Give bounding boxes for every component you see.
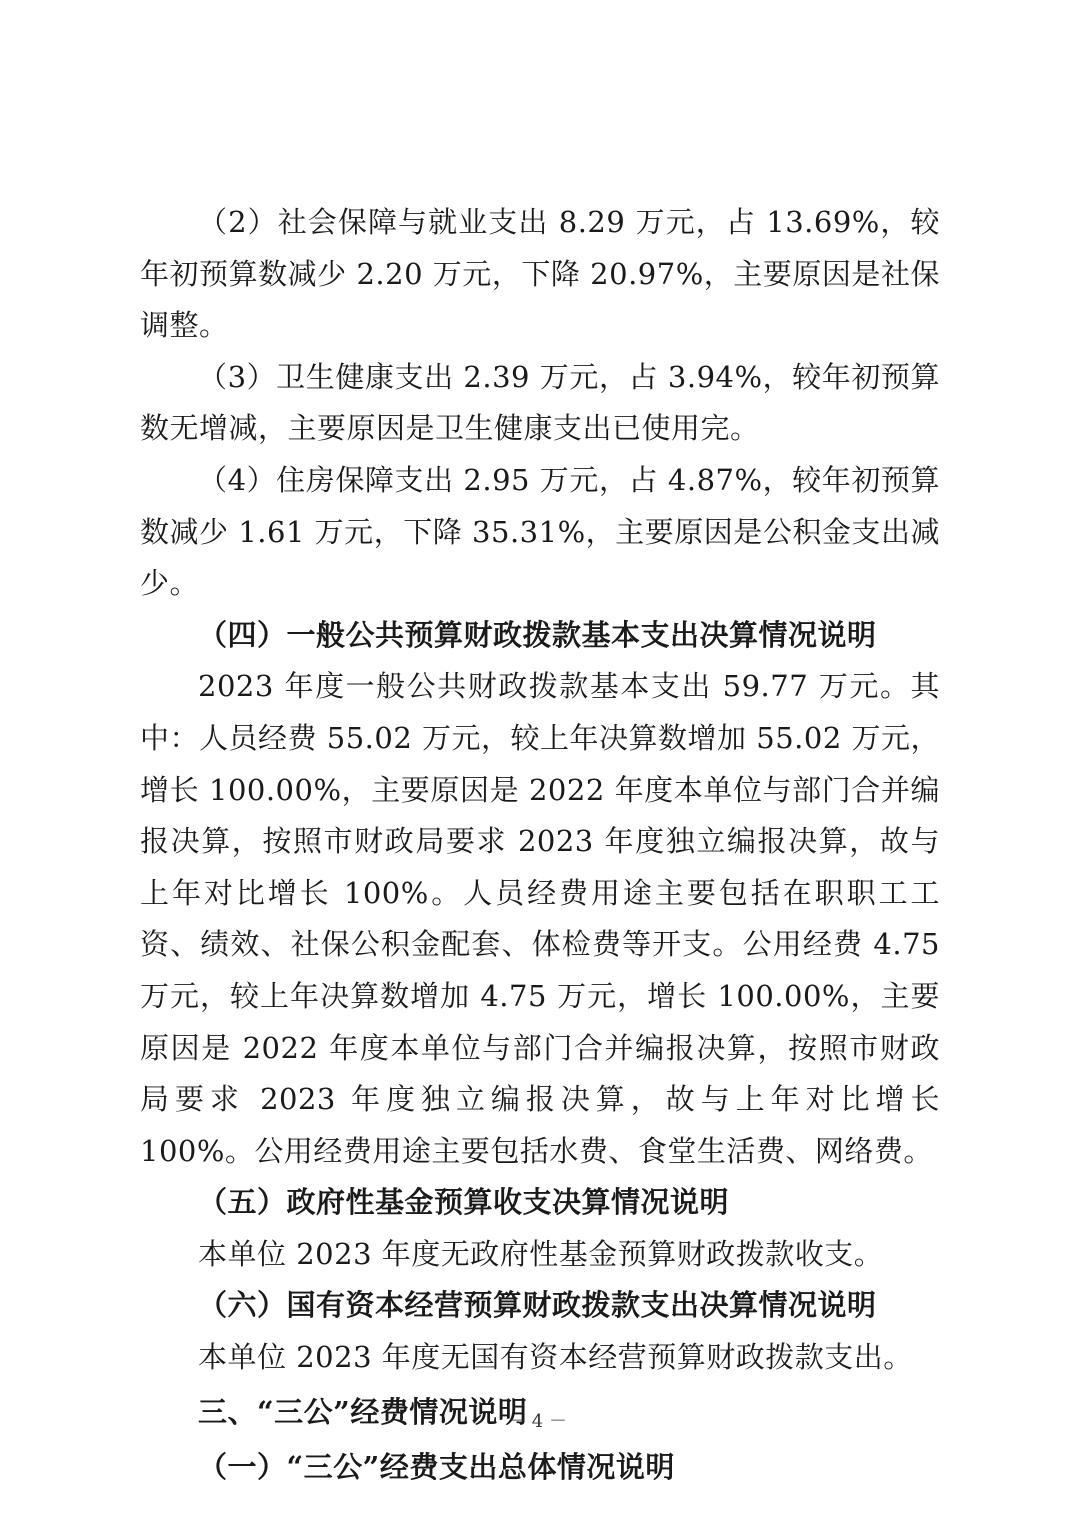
paragraph-health: （3）卫生健康支出 2.39 万元，占 3.94%，较年初预算数无增减，主要原因是卫生健康支出已使用完。 xyxy=(140,359,940,446)
paragraph-state-capital: 本单位 2023 年度无国有资本经营预算财政拨款支出。 xyxy=(198,1340,913,1375)
heading-state-capital: （六）国有资本经营预算财政拨款支出决算情况说明 xyxy=(198,1288,877,1323)
heading-three-public-expenses: 三、“三公”经费情况说明 xyxy=(198,1394,528,1429)
document-body xyxy=(140,197,940,1494)
paragraph-housing: （4）住房保障支出 2.95 万元，占 4.87%，较年初预算数减少 1.61 万元，下降 35.31%，主要原因是公积金支出减少。 xyxy=(140,462,940,601)
paragraph-government-fund: 本单位 2023 年度无政府性基金预算财政拨款收支。 xyxy=(198,1236,884,1271)
paragraph-basic-expenditure: 2023 年度一般公共财政拨款基本支出 59.77 万元。其中：人员经费 55.02 万元，较上年决算数增加 55.02 万元，增长 100.00%，主要原因是 2022 年度本单位与部门合并编报决算，按照市财政局要求 2023 年度独立编报决算，故与上年对比增长 100%。人员经费用途主要包括在职职工工资、绩效、社保公积金配套、体检费等开支。公用经费 4.75 万元，较上年决算数增加 4.75 万元，增长 100.00%，主要原因是 2022 年度本单位与部门合并编报决算，按照市财政局要求 2023 年度独立编报决算，故与上年对比增长 100%。公用经费用途主要包括水费、食堂生活费、网络费。 xyxy=(140,669,940,1168)
subheading-three-public-overall: （一）“三公”经费支出总体情况说明 xyxy=(198,1449,675,1484)
heading-basic-expenditure: （四）一般公共预算财政拨款基本支出决算情况说明 xyxy=(198,617,877,652)
page-number: － 4 － xyxy=(508,1411,567,1432)
heading-government-fund: （五）政府性基金预算收支决算情况说明 xyxy=(198,1185,730,1220)
paragraph-social-security: （2）社会保障与就业支出 8.29 万元，占 13.69%，较年初预算数减少 2.20 万元，下降 20.97%，主要原因是社保调整。 xyxy=(140,205,940,343)
